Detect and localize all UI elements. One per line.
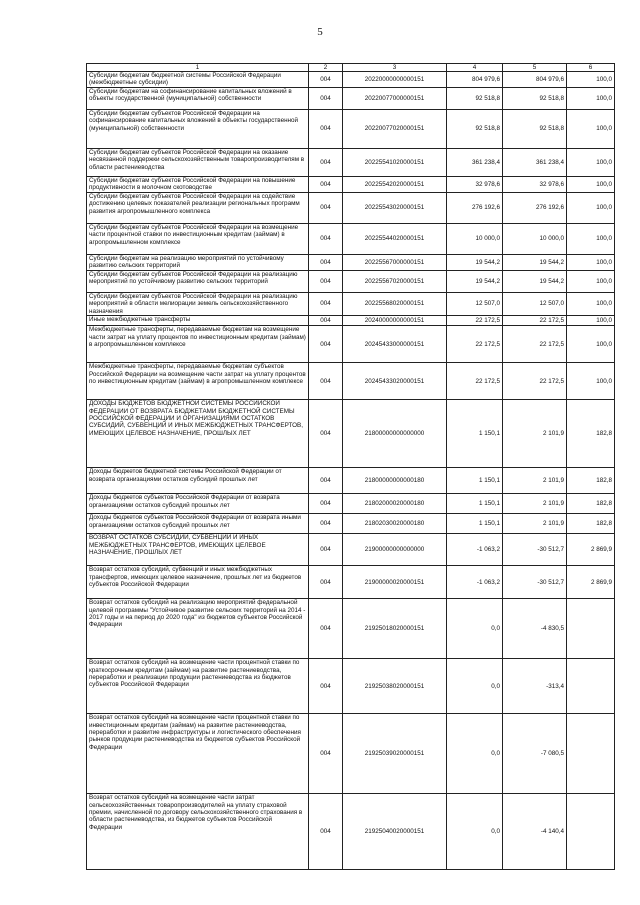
row-budget-code: 20225567020000151: [343, 271, 447, 293]
column-header: 4: [447, 64, 503, 72]
row-name: Межбюджетные трансферты, передаваемые бюджетам субъектов Российской Федерации на возмещение части затрат на уплату процентов по инвестиционным кредитам (займам) в агропромышленном комплексе: [87, 363, 309, 400]
row-fact-value: 804 979,6: [503, 72, 567, 88]
row-plan-value: 10 000,0: [447, 224, 503, 255]
table-row: [87, 794, 615, 870]
row-budget-code: 21800000000000000: [343, 400, 447, 468]
budget-table: [86, 63, 615, 870]
row-name: Возврат остатков субсидий на реализацию мероприятий федеральной целевой программы "Устойчивое развитие сельских территорий на 2014 - 2017 годы и на период до 2020 года" из бюджетов субъектов Российской Федерации: [87, 599, 309, 659]
table-row: [87, 659, 615, 714]
row-percent: 182,8: [567, 468, 615, 494]
row-admin-code: 004: [309, 494, 343, 514]
row-budget-code: 21800000000000180: [343, 468, 447, 494]
row-percent: 2 869,9: [567, 566, 615, 599]
row-admin-code: 004: [309, 468, 343, 494]
row-fact-value: 92 518,8: [503, 110, 567, 149]
row-percent: [567, 599, 615, 659]
row-admin-code: 004: [309, 72, 343, 88]
table-row: [87, 326, 615, 363]
row-plan-value: 19 544,2: [447, 255, 503, 271]
table-row: [87, 468, 615, 494]
row-name: Субсидии бюджетам субъектов Российской Федерации на содействие достижению целевых показателей реализации региональных программ развития агропромышленного комплекса: [87, 193, 309, 224]
row-name: Межбюджетные трансферты, передаваемые бюджетам на возмещение части затрат на уплату процентов по инвестиционным кредитам (займам) в агропромышленном комплексе: [87, 326, 309, 363]
row-fact-value: -4 140,4: [503, 794, 567, 870]
row-admin-code: 004: [309, 177, 343, 193]
column-header: 5: [503, 64, 567, 72]
row-fact-value: -313,4: [503, 659, 567, 714]
table-row: [87, 714, 615, 794]
row-percent: 100,0: [567, 72, 615, 88]
table-row: [87, 224, 615, 255]
row-name: Субсидии бюджетам бюджетной системы Российской Федерации (межбюджетные субсидии): [87, 72, 309, 88]
row-name: Субсидии бюджетам субъектов Российской Федерации на возмещение части процентной ставки по инвестиционным кредитам (займам) в агропромышленном комплексе: [87, 224, 309, 255]
row-budget-code: 21802030020000180: [343, 514, 447, 534]
row-admin-code: 004: [309, 659, 343, 714]
row-fact-value: 361 238,4: [503, 149, 567, 177]
row-plan-value: 22 172,5: [447, 363, 503, 400]
row-admin-code: 004: [309, 224, 343, 255]
row-percent: 182,8: [567, 514, 615, 534]
row-plan-value: 276 192,6: [447, 193, 503, 224]
row-fact-value: 2 101,9: [503, 400, 567, 468]
table-row: [87, 316, 615, 326]
row-admin-code: 004: [309, 316, 343, 326]
row-admin-code: 004: [309, 534, 343, 566]
row-percent: [567, 659, 615, 714]
row-name: Субсидии бюджетам субъектов Российской Федерации на повышение продуктивности в молочном скотоводстве: [87, 177, 309, 193]
row-percent: 100,0: [567, 193, 615, 224]
row-plan-value: 32 978,6: [447, 177, 503, 193]
row-plan-value: 804 979,6: [447, 72, 503, 88]
row-name: Субсидии бюджетам на реализацию мероприятий по устойчивому развитию сельских территорий: [87, 255, 309, 271]
row-name: ВОЗВРАТ ОСТАТКОВ СУБСИДИЙ, СУБВЕНЦИЙ И ИНЫХ МЕЖБЮДЖЕТНЫХ ТРАНСФЕРТОВ, ИМЕЮЩИХ ЦЕЛЕВОЕ НАЗНАЧЕНИЕ, ПРОШЛЫХ ЛЕТ: [87, 534, 309, 566]
table-row: [87, 110, 615, 149]
row-fact-value: 22 172,5: [503, 326, 567, 363]
table-row: [87, 363, 615, 400]
row-name: Субсидии бюджетам субъектов Российской Федерации на реализацию мероприятий в области мелиорации земель сельскохозяйственного назначения: [87, 293, 309, 316]
row-admin-code: 004: [309, 714, 343, 794]
row-admin-code: 004: [309, 566, 343, 599]
row-admin-code: 004: [309, 599, 343, 659]
row-percent: 100,0: [567, 88, 615, 110]
row-fact-value: 19 544,2: [503, 255, 567, 271]
row-budget-code: 20225544020000151: [343, 224, 447, 255]
row-fact-value: -30 512,7: [503, 566, 567, 599]
table-row: [87, 534, 615, 566]
table-row: [87, 193, 615, 224]
column-header: 3: [343, 64, 447, 72]
row-fact-value: 276 192,6: [503, 193, 567, 224]
table-row: [87, 88, 615, 110]
row-budget-code: 21802000020000180: [343, 494, 447, 514]
row-admin-code: 004: [309, 110, 343, 149]
row-budget-code: 20220000000000151: [343, 72, 447, 88]
row-fact-value: 12 507,0: [503, 293, 567, 316]
row-admin-code: 004: [309, 255, 343, 271]
row-plan-value: 92 518,8: [447, 88, 503, 110]
table-row: [87, 599, 615, 659]
row-percent: 100,0: [567, 149, 615, 177]
row-plan-value: 0,0: [447, 714, 503, 794]
table-row: [87, 566, 615, 599]
row-budget-code: 21900000000000000: [343, 534, 447, 566]
row-budget-code: 20220077020000151: [343, 110, 447, 149]
page-number: 5: [317, 26, 323, 38]
row-fact-value: 19 544,2: [503, 271, 567, 293]
row-plan-value: -1 063,2: [447, 534, 503, 566]
row-admin-code: 004: [309, 514, 343, 534]
row-fact-value: -7 080,5: [503, 714, 567, 794]
row-budget-code: 21900000020000151: [343, 566, 447, 599]
row-percent: 100,0: [567, 326, 615, 363]
row-budget-code: 20225542020000151: [343, 177, 447, 193]
row-plan-value: 1 150,1: [447, 468, 503, 494]
row-fact-value: 2 101,9: [503, 468, 567, 494]
row-admin-code: 004: [309, 794, 343, 870]
row-plan-value: 92 518,8: [447, 110, 503, 149]
row-percent: 100,0: [567, 293, 615, 316]
row-fact-value: 2 101,9: [503, 494, 567, 514]
table-row: [87, 514, 615, 534]
row-percent: 2 869,9: [567, 534, 615, 566]
row-name: Субсидии бюджетам субъектов Российской Федерации на оказание несвязанной поддержки сельскохозяйственным товаропроизводителям в области растениеводства: [87, 149, 309, 177]
row-percent: [567, 714, 615, 794]
row-budget-code: 20225568020000151: [343, 293, 447, 316]
row-fact-value: 22 172,5: [503, 316, 567, 326]
row-name: Субсидии бюджетам на софинансирование капитальных вложений в объекты государственной (муниципальной) собственности: [87, 88, 309, 110]
table-row: [87, 149, 615, 177]
row-percent: 100,0: [567, 316, 615, 326]
row-budget-code: 20240000000000151: [343, 316, 447, 326]
row-admin-code: 004: [309, 271, 343, 293]
row-fact-value: 2 101,9: [503, 514, 567, 534]
row-name: ДОХОДЫ БЮДЖЕТОВ БЮДЖЕТНОЙ СИСТЕМЫ РОССИЙСКОЙ ФЕДЕРАЦИИ ОТ ВОЗВРАТА БЮДЖЕТАМИ БЮДЖЕТНОЙ СИСТЕМЫ РОССИЙСКОЙ ФЕДЕРАЦИИ И ОРГАНИЗАЦИЯМИ ОСТАТКОВ СУБСИДИЙ, СУБВЕНЦИЙ И ИНЫХ МЕЖБЮДЖЕТНЫХ ТРАНСФЕРТОВ, ИМЕЮЩИХ ЦЕЛЕВОЕ НАЗНАЧЕНИЕ, ПРОШЛЫХ ЛЕТ: [87, 400, 309, 468]
row-plan-value: 0,0: [447, 659, 503, 714]
row-plan-value: 1 150,1: [447, 514, 503, 534]
table-row: [87, 255, 615, 271]
row-percent: [567, 794, 615, 870]
row-budget-code: 21925038020000151: [343, 659, 447, 714]
row-budget-code: 20225543020000151: [343, 193, 447, 224]
row-name: Возврат остатков субсидий на возмещение части процентной ставки по инвестиционным кредитам (займам) на развитие растениеводства, переработки и развитие инфраструктуры и логистического обеспечения рынков продукции растениеводства из бюджетов субъектов Российской Федерации: [87, 714, 309, 794]
row-name: Иные межбюджетные трансферты: [87, 316, 309, 326]
table-row: [87, 400, 615, 468]
row-fact-value: 92 518,8: [503, 88, 567, 110]
table-row: [87, 494, 615, 514]
column-header: 2: [309, 64, 343, 72]
row-admin-code: 004: [309, 88, 343, 110]
row-fact-value: -30 512,7: [503, 534, 567, 566]
row-budget-code: 20245433020000151: [343, 363, 447, 400]
row-percent: 100,0: [567, 271, 615, 293]
row-fact-value: 10 000,0: [503, 224, 567, 255]
row-name: Доходы бюджетов бюджетной системы Российской Федерации от возврата организациями остатков субсидий прошлых лет: [87, 468, 309, 494]
column-header: 1: [87, 64, 309, 72]
table-row: [87, 271, 615, 293]
row-admin-code: 004: [309, 293, 343, 316]
table-row: [87, 177, 615, 193]
row-percent: 100,0: [567, 255, 615, 271]
row-name: Субсидии бюджетам субъектов Российской Федерации на реализацию мероприятий по устойчивому развитию сельских территорий: [87, 271, 309, 293]
column-header: 6: [567, 64, 615, 72]
row-plan-value: 0,0: [447, 599, 503, 659]
row-plan-value: 1 150,1: [447, 400, 503, 468]
row-plan-value: 1 150,1: [447, 494, 503, 514]
row-admin-code: 004: [309, 400, 343, 468]
row-percent: 100,0: [567, 363, 615, 400]
table-row: [87, 72, 615, 88]
table-header-row: [87, 64, 615, 72]
table-row: [87, 293, 615, 316]
row-plan-value: -1 063,2: [447, 566, 503, 599]
row-plan-value: 22 172,5: [447, 316, 503, 326]
row-budget-code: 20225541020000151: [343, 149, 447, 177]
row-fact-value: 22 172,5: [503, 363, 567, 400]
row-fact-value: 32 978,6: [503, 177, 567, 193]
row-budget-code: 21925040020000151: [343, 794, 447, 870]
row-plan-value: 361 238,4: [447, 149, 503, 177]
row-name: Доходы бюджетов субъектов Российской Федерации от возврата иными организациями остатков субсидий прошлых лет: [87, 514, 309, 534]
row-name: Возврат остатков субсидий на возмещение части процентной ставки по краткосрочным кредитам (займам) на развитие растениеводства, переработки и реализации продукции растениеводства из бюджетов субъектов Российской Федерации: [87, 659, 309, 714]
row-plan-value: 0,0: [447, 794, 503, 870]
row-name: Возврат остатков субсидий, субвенций и иных межбюджетных трансфертов, имеющих целевое назначение, прошлых лет из бюджетов субъектов Российской Федерации: [87, 566, 309, 599]
row-name: Субсидии бюджетам субъектов Российской Федерации на софинансирование капитальных вложений в объекты государственной (муниципальной) собственности: [87, 110, 309, 149]
row-budget-code: 20225567000000151: [343, 255, 447, 271]
row-plan-value: 22 172,5: [447, 326, 503, 363]
row-budget-code: 20220077000000151: [343, 88, 447, 110]
row-budget-code: 21925018020000151: [343, 599, 447, 659]
row-admin-code: 004: [309, 193, 343, 224]
row-budget-code: 21925039020000151: [343, 714, 447, 794]
row-percent: 100,0: [567, 110, 615, 149]
row-percent: 182,8: [567, 400, 615, 468]
row-percent: 100,0: [567, 224, 615, 255]
row-plan-value: 12 507,0: [447, 293, 503, 316]
row-name: Доходы бюджетов субъектов Российской Федерации от возврата организациями остатков субсидий прошлых лет: [87, 494, 309, 514]
row-percent: 100,0: [567, 177, 615, 193]
row-percent: 182,8: [567, 494, 615, 514]
row-admin-code: 004: [309, 326, 343, 363]
row-budget-code: 20245433000000151: [343, 326, 447, 363]
row-name: Возврат остатков субсидий на возмещение части затрат сельскохозяйственных товаропроизводителей на уплату страховой премии, начисленной по договору сельскохозяйственного страхования в области растениеводства, из бюджетов субъектов Российской Федерации: [87, 794, 309, 870]
row-plan-value: 19 544,2: [447, 271, 503, 293]
row-admin-code: 004: [309, 149, 343, 177]
row-admin-code: 004: [309, 363, 343, 400]
row-fact-value: -4 830,5: [503, 599, 567, 659]
